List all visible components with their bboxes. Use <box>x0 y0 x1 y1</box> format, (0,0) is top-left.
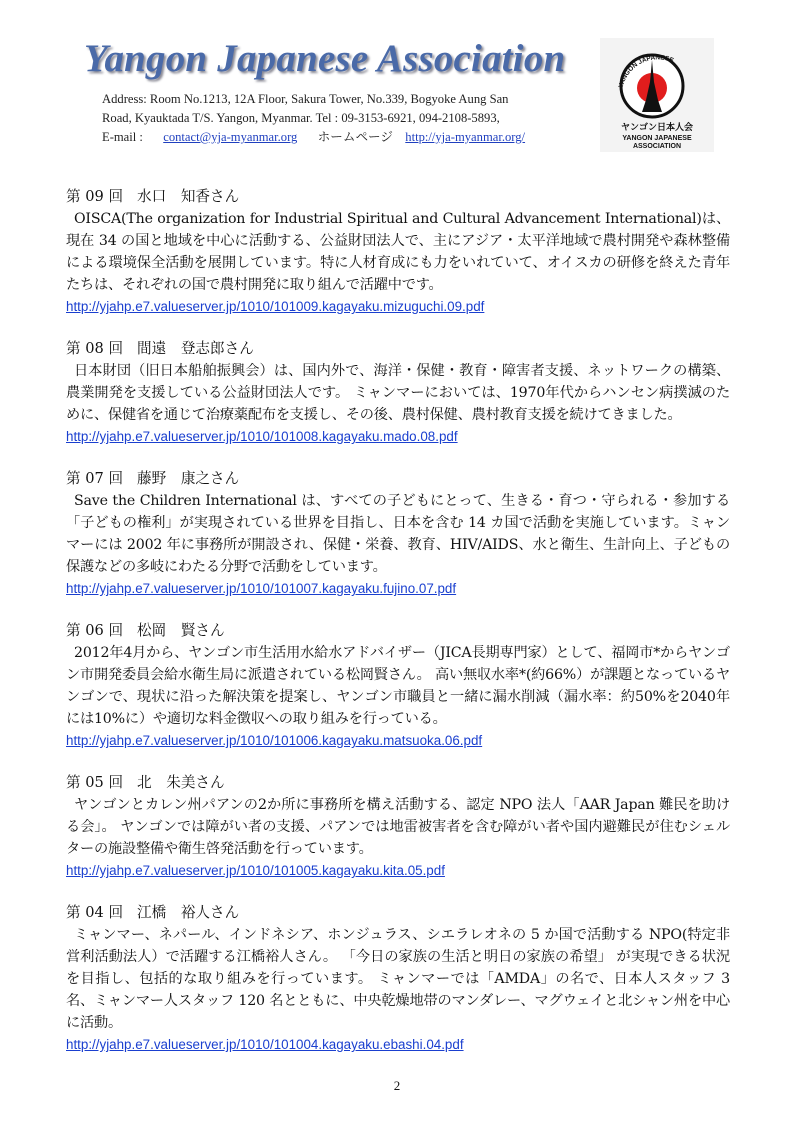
entry-number: 第 07 回 <box>66 470 124 487</box>
entry-pdf-link[interactable]: http://yjahp.e7.valueserver.jp/1010/101005.kagayaku.kita.05.pdf <box>66 863 445 878</box>
entry-number: 第 09 回 <box>66 188 124 205</box>
entry-number: 第 05 回 <box>66 774 124 791</box>
email-label: E-mail : <box>102 130 143 144</box>
entry-pdf-link[interactable]: http://yjahp.e7.valueserver.jp/1010/101006.kagayaku.matsuoka.06.pdf <box>66 733 483 748</box>
entry-description: 日本財団（旧日本船舶振興会）は、国内外で、海洋・保健・教育・障害者支援、ネットワークの構築、農業開発を支援している公益財団法人です。 ミャンマーにおいては、1970年代からハンセン病撲滅のために、保健省を通じて治療薬配布を支援し、その後、農村保健、農村教育支援を続けてきました。 <box>66 363 730 423</box>
entry-person-name: 水口 知香さん <box>137 188 240 205</box>
entry-person-name: 藤野 康之さん <box>137 470 240 487</box>
logo-emblem-icon <box>600 38 714 152</box>
entry-heading <box>66 186 730 208</box>
entry-description: OISCA(The organization for Industrial Spiritual and Cultural Advancement International)は、現在 34 の国と地域を中心に活動する、公益財団法人で、主にアジア・太平洋地域で農村開発や森林整備による環境保全活動を展開しています。特に人材育成にも力をいれていて、オイスカの研修を終えた青年たちは、それぞれの国で農村開発に取り組んで活躍中です。 <box>66 211 730 293</box>
entry-heading <box>66 902 730 924</box>
page-number: 2 <box>393 1078 401 1093</box>
entry-description: 2012年4月から、ヤンゴン市生活用水給水アドバイザー（JICA長期専門家）として、福岡市*からヤンゴン市開発委員会給水衛生局に派遣されている松岡賢さん。 高い無収水率*(約66%）が課題となっているヤンゴンで、現状に沿った解決策を提案し、ヤンゴン市職員と一緒に漏水削減（漏水率：約50%を2040年には10%に）や適切な料金徴収への取り組みを行っている。 <box>66 645 730 727</box>
homepage-link[interactable]: http://yja-myanmar.org/ <box>405 130 526 144</box>
entry-04 <box>66 902 730 1056</box>
entry-heading <box>66 338 730 360</box>
logo-en-text-1: YANGON JAPANESE <box>622 135 692 142</box>
entry-number: 第 06 回 <box>66 622 124 639</box>
entry-heading <box>66 468 730 490</box>
entry-07 <box>66 468 730 600</box>
entry-description: ミャンマー、ネパール、インドネシア、ホンジュラス、シエラレオネの 5 か国で活動する NPO(特定非営利活動法人）で活躍する江橋裕人さん。 「今日の家族の生活と明日の家族の希望」 が実現できる状況を目指し、包括的な取り組みを行っています。 ミャンマーでは「AMDA」の名で、日本人スタッフ 3 名、ミャンマー人スタッフ 120 名とともに、中央乾燥地帯のマンダレー、マグウェイと北シャン州を中心に活動。 <box>66 927 730 1031</box>
entry-description: ヤンゴンとカレン州パアンの2か所に事務所を構え活動する、認定 NPO 法人「AAR Japan 難民を助ける会」。 ヤンゴンでは障がい者の支援、パアンでは地雷被害者を含む障がい者や国内避難民が住むシェルターの施設整備や衛生啓発活動を行っています。 <box>66 797 730 857</box>
entry-heading <box>66 620 730 642</box>
contact-line <box>102 128 592 147</box>
letterhead <box>0 0 794 170</box>
entry-heading <box>66 772 730 794</box>
entry-pdf-link[interactable]: http://yjahp.e7.valueserver.jp/1010/101004.kagayaku.ebashi.04.pdf <box>66 1037 464 1052</box>
email-link[interactable]: contact@yja-myanmar.org <box>163 130 298 144</box>
entry-05 <box>66 772 730 882</box>
entry-06 <box>66 620 730 752</box>
logo-en-text-2: ASSOCIATION <box>632 143 682 150</box>
address-line-2: Road, Kyauktada T/S. Yangon, Myanmar. Tel : 09-3153-6921, 094-2108-5893, <box>102 111 500 125</box>
entry-number: 第 04 回 <box>66 904 124 921</box>
entry-pdf-link[interactable]: http://yjahp.e7.valueserver.jp/1010/101009.kagayaku.mizuguchi.09.pdf <box>66 299 485 314</box>
entry-09 <box>66 186 730 318</box>
entry-person-name: 江橋 裕人さん <box>137 904 240 921</box>
address-line-1: Address: Room No.1213, 12A Floor, Sakura Tower, No.339, Bogyoke Aung San <box>102 92 509 106</box>
entry-description: Save the Children International は、すべての子どもにとって、生きる・育つ・守られる・参加する「子どもの権利」が実現されている世界を目指し、日本を含む 14 カ国で活動を実施しています。ミャンマーには 2002 年に事務所が開設され、保健・栄養、教育、HIV/AIDS、水と衛生、生計向上、子どもの保護などの多岐にわたる分野で活動をしています。 <box>66 493 730 575</box>
entry-08 <box>66 338 730 448</box>
association-title: Yangon Japanese Association <box>84 37 566 80</box>
entry-number: 第 08 回 <box>66 340 124 357</box>
entry-person-name: 北 朱美さん <box>137 774 225 791</box>
entry-person-name: 松岡 賢さん <box>137 622 225 639</box>
homepage-label: ホームページ <box>317 130 393 144</box>
entry-pdf-link[interactable]: http://yjahp.e7.valueserver.jp/1010/101007.kagayaku.fujino.07.pdf <box>66 581 457 596</box>
entry-person-name: 間遠 登志郎さん <box>137 340 254 357</box>
entry-pdf-link[interactable]: http://yjahp.e7.valueserver.jp/1010/101008.kagayaku.mado.08.pdf <box>66 429 458 444</box>
article-list <box>66 186 730 1076</box>
address-block <box>102 90 592 147</box>
logo-arc-text: YANGON JAPANESE <box>617 54 675 89</box>
association-logo <box>600 38 714 152</box>
logo-jp-text: ヤンゴン日本人会 <box>621 123 693 133</box>
